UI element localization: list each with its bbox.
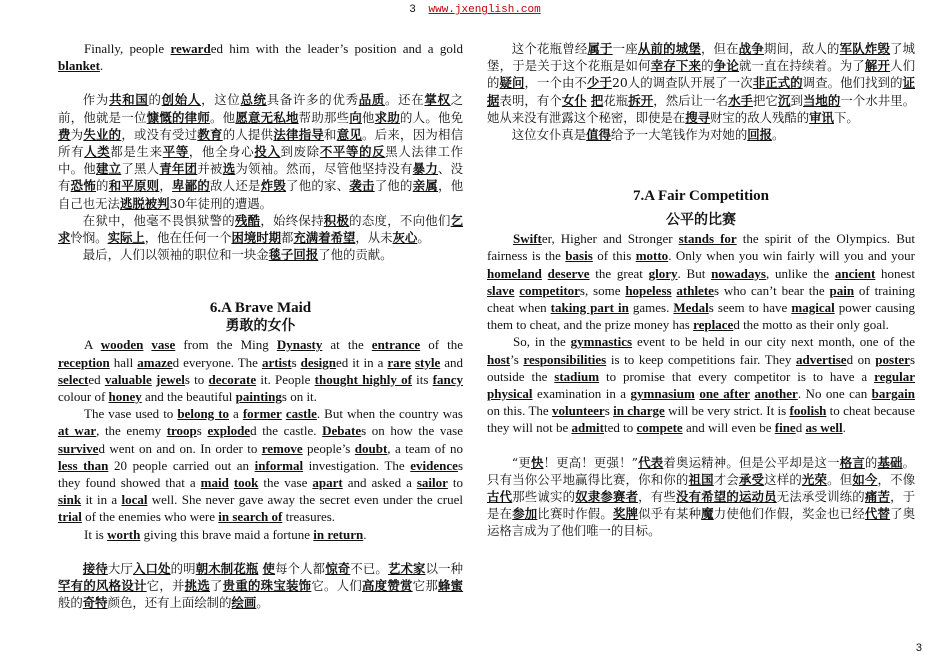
paragraph-castle-en: The vase used to belong to a former castle. But when the country was at war, the enemy troops exploded the castle. Debates on how the vase survived went on and on. In order to remove people’s doubt, a team of no less than 20 people carried out an informal investigation. The evidences they found showed that a maid took the vase apart and asked a sailor to sink it in a local well. She never gave away the secret even under the cruel trial of the enemies who were in search of treasures. (58, 406, 464, 525)
paragraph-worth-en: It is worth giving this brave maid a fortune in return. (84, 526, 367, 542)
footer-page-number: 3 (915, 642, 922, 654)
paragraph-president-cn: 作为共和国的创始人，这位总统具备许多的优秀品质。还在掌权之前，他就是一位慷慨的律师。他愿意无私地帮助那些向他求助的人。他免费为失业的，或没有受过教育的人提供法律指导和意见。后来，因为相信所有人类都是生来平等，他全身心投入到废除不平等的反黑人法律工作中。他建立了黑人青年团并被选为领袖。然而，尽管他坚持没有暴力、没有恐怖的和平原则，卑鄙的敌人还是炸毁了他的家、袭击了他的亲属，他自己也无法逃脱被判30年徒刑的遭遇。 (58, 92, 464, 211)
paragraph-prison-cn: 在狱中，他毫不畏惧狱警的残酷，始终保持积极的态度，不向他们乞求怜悯。实际上，他在任何一个困境时期都充满着希望，从未灰心。 (58, 212, 464, 246)
paragraph-olympics-en: Swifter, Higher and Stronger stands for the spirit of the Olympics. But fairness is the basis of this motto. Only when you win fairly will you and your homeland deserve the great glory. But nowadays, unlike the ancient honest slave competitors, some hopeless athletes who can’t bear the pain of training cheat when taking part in games. Medals seem to have magical power causing them to cheat, and the prize money has replaced the motto as their only goal. (487, 231, 916, 333)
header-page-number: 3 (409, 4, 416, 16)
header-website-link[interactable]: www.jxenglish.com (428, 4, 541, 16)
section-title-fair-competition-cn: 公平的比赛 (666, 212, 736, 229)
section-title-brave-maid: 6.A Brave Maid (209, 300, 312, 317)
section-title-brave-maid-cn: 勇敢的女仆 (225, 318, 296, 335)
paragraph-reward-cn: 最后，人们以领袖的职位和一块金毯子回报了他的贡献。 (82, 247, 393, 263)
paragraph-olympics-cn: “更快！更高！更强！”代表着奥运精神。但是公平却是这一格言的基础。只有当你公平地赢得比赛，你和你的祖国才会承受这样的光荣。但如今，不像古代那些诚实的奴隶参赛者，有些没有希望的运动员无法承受训练的痛苦，于是在参加比赛时作假。奖牌似乎有某种魔力使他们作假，奖金也已经代替了奥运格言成为了他们唯一的目标。 (487, 454, 916, 539)
paragraph-vase-en: A wooden vase from the Ming Dynasty at the entrance of the reception hall amazed everyone. The artists designed it in a rare style and selected valuable jewels to decorate it. People thought highly of its fancy colour of honey and the beautiful paintings on it. (58, 337, 464, 405)
paragraph-reward-en: Finally, people rewarded him with the leader’s position and a gold blanket. (58, 41, 463, 74)
paragraph-worth-cn: 这位女仆真是值得给予一大笔钱作为对她的回报。 (511, 127, 785, 143)
paragraph-gymnastics-en: So, in the gymnastics event to be held in our city next month, one of the host’s responsibilities is to keep competitions fair. They advertised on posters outside the stadium to promise that every competitor is to have a regular physical examination in a gymnasium one after another. No one can bargain on this. The volunteers in charge will be very strict. It is foolish to cheat because they will not be admitted to compete and will even be fined as well. (487, 334, 916, 436)
paragraph-vase-cn: 接待大厅入口处的明朝木制花瓶 使每个人都惊奇不已。艺术家以一种罕有的风格设计它，并挑选了贵重的珠宝装饰它。人们高度赞赏它那蜂蜜般的奇特颜色，还有上面绘制的绘画。 (58, 560, 464, 611)
page-header (0, 4, 950, 16)
right-column (487, 40, 915, 540)
paragraph-castle-cn: 这个花瓶曾经属于一座从前的城堡，但在战争期间，敌人的军队炸毁了城堡，于是关于这个花瓶是如何幸存下来的争论就一直在持续着。为了解开人们的疑问，一个由不少于20人的调查队开展了一次非正式的调查。他们找到的证据表明，有个女仆 把花瓶拆开，然后让一名水手把它沉到当地的一个水井里。她从来没有泄露这个秘密，即使是在搜寻财宝的敌人残酷的审讯下。 (487, 41, 916, 125)
left-column (58, 40, 463, 611)
section-title-fair-competition: 7.A Fair Competition (633, 188, 769, 205)
